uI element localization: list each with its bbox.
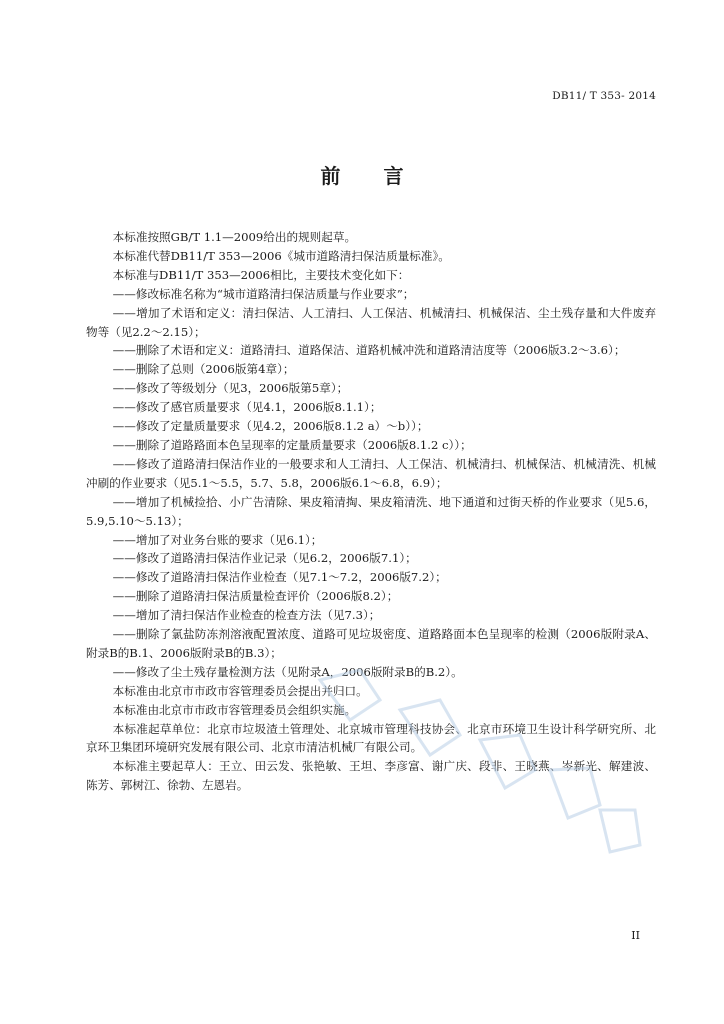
list-item: ——修改了道路清扫保洁作业的一般要求和人工清扫、人工保洁、机械清扫、机械保洁、机械清洗、机械冲刷的作业要求（见5.1～5.5，5.7、5.8，2006版6.1～6.8，6.9）； [86, 456, 656, 490]
paragraph: 本标准按照GB/T 1.1—2009给出的规则起草。 [112, 230, 357, 244]
list-item: ——删除了道路路面本色呈现率的定量质量要求（2006版8.1.2 c））； [112, 437, 472, 452]
paragraph: 本标准主要起草人：王立、田云发、张艳敏、王坦、李彦富、谢广庆、段非、王晓燕、岑新光、解建波、陈芳、郭树江、徐勃、左恩岩。 [86, 759, 656, 793]
page-number: II [631, 929, 640, 942]
list-item: ——删除了总则（2006版第4章）； [112, 362, 295, 377]
paragraph: 本标准代替DB11/T 353—2006《城市道路清扫保洁质量标准》。 [112, 248, 450, 263]
list-item: ——删除了氯盐防冻剂溶液配置浓度、道路可见垃圾密度、道路路面本色呈现率的检测（2006版附录A、附录B的B.1、2006版附录B的B.3）； [86, 627, 656, 660]
paragraph: 本标准起草单位：北京市垃圾渣土管理处、北京城市管理科技协会、北京市环境卫生设计科学研究所、北京环卫集团环境研究发展有限公司、北京市清洁机械厂有限公司。 [86, 721, 656, 755]
list-item: ——修改了道路清扫保洁作业记录（见6.2，2006版7.1）； [112, 551, 417, 566]
list-item: ——修改了道路清扫保洁作业检查（见7.1～7.2，2006版7.2）； [112, 570, 447, 585]
list-item: ——增加了清扫保洁作业检查的检查方法（见7.3）； [112, 608, 381, 623]
list-item: ——修改了等级划分（见3，2006版第5章）； [112, 381, 349, 396]
list-item: ——修改了感官质量要求（见4.1，2006版8.1.1）； [112, 400, 382, 415]
list-item: ——增加了术语和定义：清扫保洁、人工清扫、人工保洁、机械清扫、机械保洁、尘土残存量和大件废弃物等（见2.2～2.15）； [86, 305, 656, 339]
paragraph: 本标准由北京市市政市容管理委员会提出并归口。 [112, 683, 368, 698]
list-item: ——修改了尘土残存量检测方法（见附录A，2006版附录B的B.2）。 [112, 664, 463, 679]
paragraph: 本标准与DB11/T 353—2006相比，主要技术变化如下： [112, 267, 410, 282]
foreword-body [86, 228, 656, 795]
page-title: 前 言 [320, 164, 422, 188]
paragraph: 本标准由北京市市政市容管理委员会组织实施。 [112, 702, 357, 717]
list-item: ——删除了道路清扫保洁质量检查评价（2006版8.2）； [112, 589, 399, 604]
list-item: ——增加了对业务台账的要求（见6.1）； [112, 532, 323, 547]
list-item: ——修改标准名称为“城市道路清扫保洁质量与作业要求”； [112, 286, 415, 301]
list-item: ——修改了定量质量要求（见4.2，2006版8.1.2 a）～b））； [112, 419, 429, 434]
document-code: DB11/ T 353- 2014 [552, 90, 656, 102]
list-item: ——增加了机械捡拾、小广告清除、果皮箱清掏、果皮箱清洗、地下通道和过街天桥的作业要求（见5.6，5.9,5.10～5.13）； [86, 494, 656, 528]
list-item: ——删除了术语和定义：道路清扫、道路保洁、道路机械冲洗和道路清洁度等（2006版3.2～3.6）； [112, 343, 626, 358]
